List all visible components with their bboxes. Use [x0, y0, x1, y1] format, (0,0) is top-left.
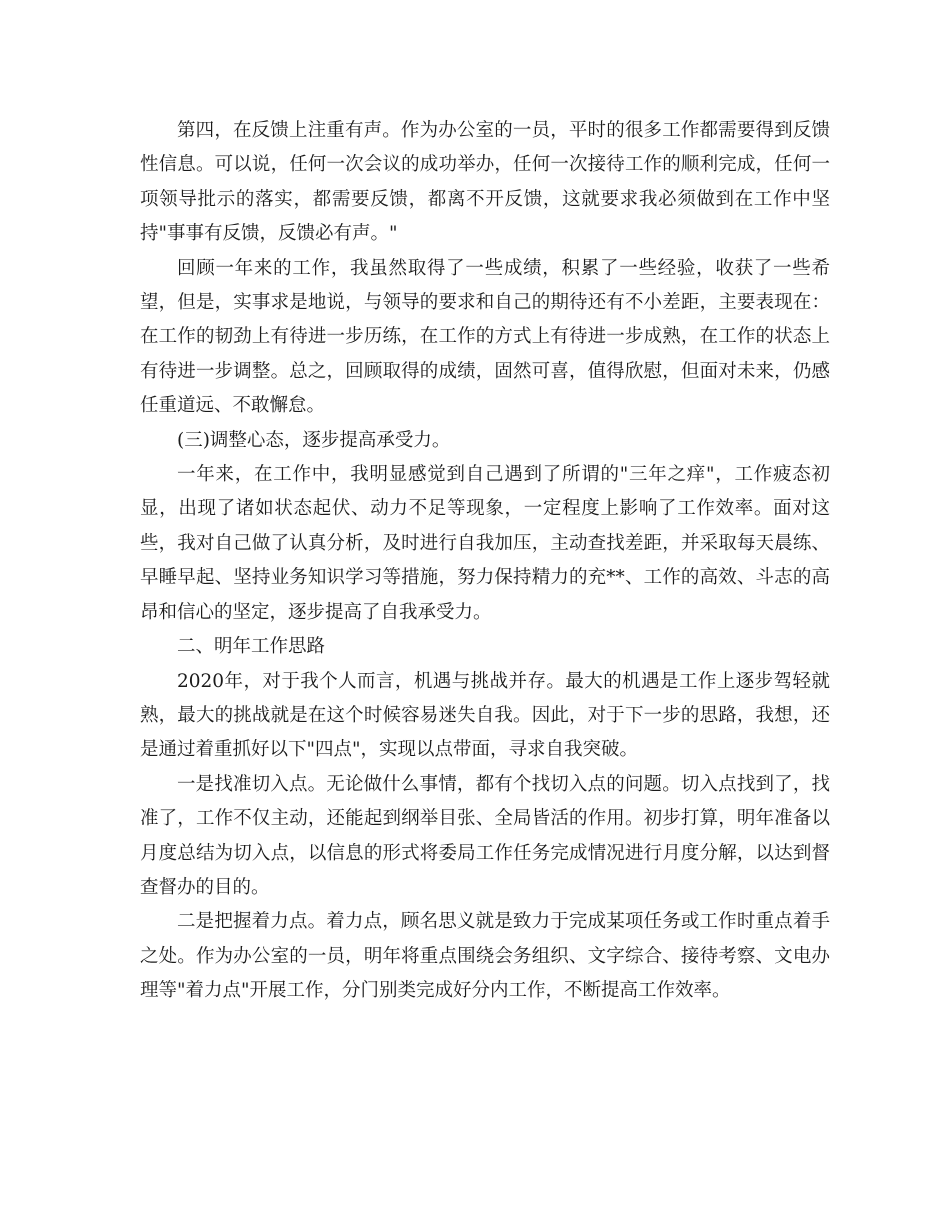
paragraph-mindset: 一年来，在工作中，我明显感觉到自己遇到了所谓的"三年之痒"，工作疲态初显，出现了诸如状态起伏、动力不足等现象，一定程度上影响了工作效率。面对这些，我对自己做了认真分析，及时进行自我加压，主动查找差距，并采取每天晨练、早睡早起、坚持业务知识学习等措施，努力保持精力的充**、工作的高效、斗志的高昂和信心的坚定，逐步提高了自我承受力。 [140, 464, 830, 623]
paragraph-feedback: 第四，在反馈上注重有声。作为办公室的一员，平时的很多工作都需要得到反馈性信息。可以说，任何一次会议的成功举办，任何一次接待工作的顺利完成，任何一项领导批示的落实，都需要反馈，都离不开反馈，这就要求我必须做到在工作中坚持"事事有反馈，反馈必有声。" [140, 120, 830, 245]
section-heading-next-year: 二、明年工作思路 [177, 636, 326, 658]
paragraph-review: 回顾一年来的工作，我虽然取得了一些成绩，积累了一些经验，收获了一些希望，但是，实事求是地说，与领导的要求和自己的期待还有不小差距，主要表现在：在工作的韧劲上有待进一步历练，在工作的方式上有待进一步成熟，在工作的状态上有待进一步调整。总之，回顾取得的成绩，固然可喜，值得欣慰，但面对未来，仍感任重道远、不敢懈怠。 [140, 257, 830, 417]
document-body [140, 114, 830, 1009]
paragraph-focus-point: 二是把握着力点。着力点，顾名思义就是致力于完成某项任务或工作时重点着手之处。作为办公室的一员，明年将重点围绕会务组织、文字综合、接待考察、文电办理等"着力点"开展工作，分门别类完成好分内工作，不断提高工作效率。 [140, 911, 830, 1002]
section-heading-adjust-mindset: (三)调整心态，逐步提高承受力。 [177, 429, 451, 451]
paragraph-entry-point: 一是找准切入点。无论做什么事情，都有个找切入点的问题。切入点找到了，找准了，工作不仅主动，还能起到纲举目张、全局皆活的作用。初步打算，明年准备以月度总结为切入点，以信息的形式将委局工作任务完成情况进行月度分解，以达到督查督办的目的。 [140, 773, 830, 898]
paragraph-2020: 2020年，对于我个人而言，机遇与挑战并存。最大的机遇是工作上逐步驾轻就熟，最大的挑战就是在这个时候容易迷失自我。因此，对于下一步的思路，我想，还是通过着重抓好以下"四点"，实现以点带面，寻求自我突破。 [140, 670, 830, 761]
